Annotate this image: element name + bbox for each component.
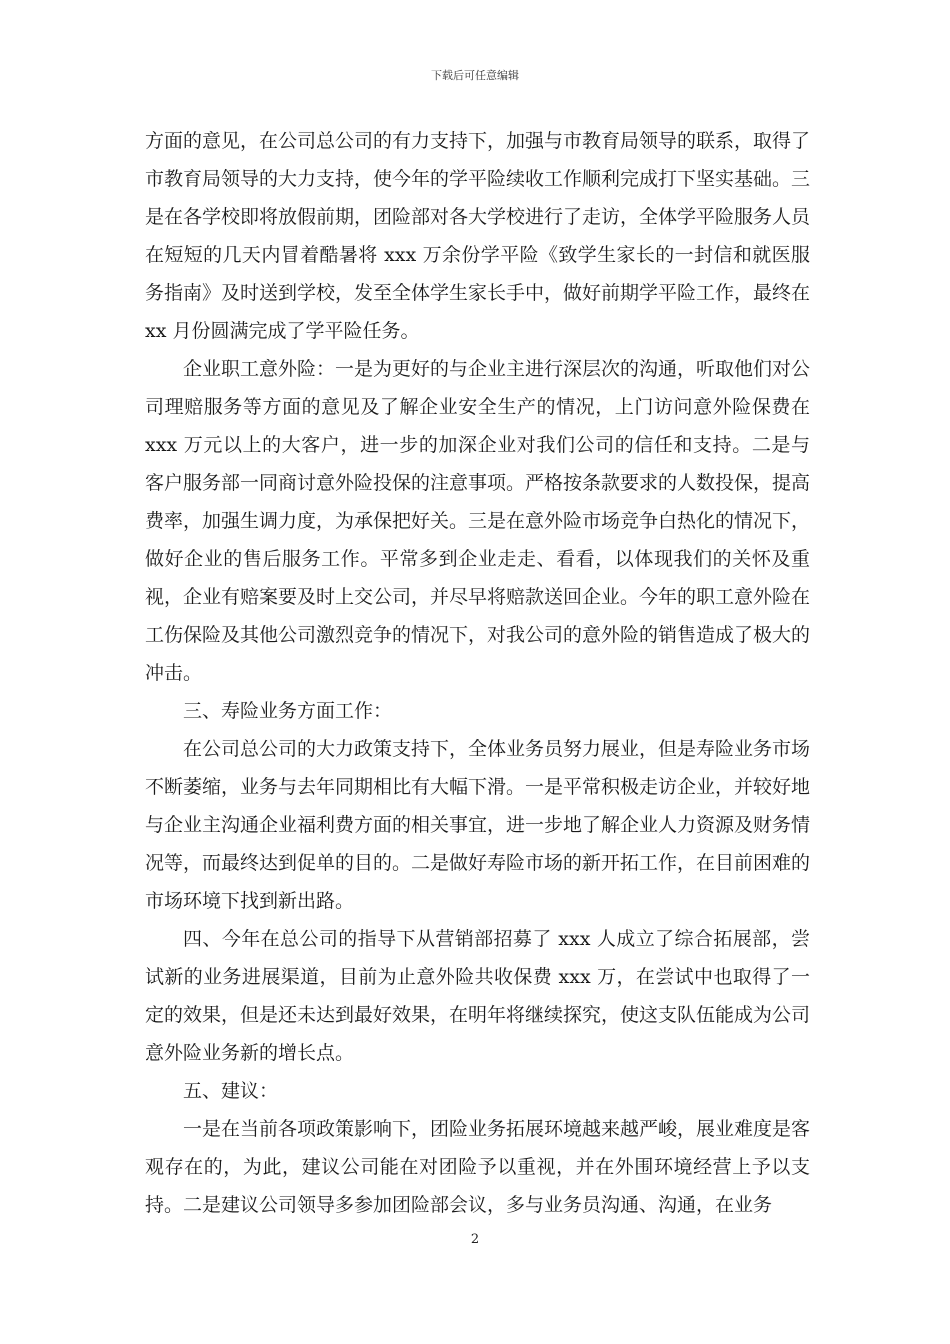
section-heading-life-insurance: 三、寿险业务方面工作： <box>183 700 393 722</box>
paragraph-life-insurance: 在公司总公司的大力政策支持下，全体业务员努力展业，但是寿险业务市场不断萎缩，业务与去年同期相比有大幅下滑。一是平常积极走访企业，并较好地与企业主沟通企业福利费方面的相关事宜，进一步地了解企业人力资源及财务情况等，而最终达到促单的目的。二是做好寿险市场的新开拓工作，在目前困难的市场环境下找到新出路。 <box>145 738 811 912</box>
paragraph-suggestions: 一是在当前各项政策影响下，团险业务拓展环境越来越严峻，展业难度是客观存在的，为此，建议公司能在对团险予以重视，并在外围环境经营上予以支持。二是建议公司领导多参加团险部会议，多与业务员沟通、沟通，在业务 <box>145 1118 811 1216</box>
paragraph-expansion-department: 四、今年在总公司的指导下从营销部招募了 xxx 人成立了综合拓展部，尝试新的业务进展渠道，目前为止意外险共收保费 xxx 万，在尝试中也取得了一定的效果，但是还未达到最好效果，在明年将继续探究，使这支队伍能成为公司意外险业务新的增长点。 <box>145 928 811 1064</box>
page-header: 下载后可任意编辑 <box>431 69 519 82</box>
paragraph-employee-accident-insurance: 企业职工意外险：一是为更好的与企业主进行深层次的沟通，听取他们对公司理赔服务等方面的意见及了解企业安全生产的情况，上门访问意外险保费在 xxx 万元以上的大客户，进一步的加深企业对我们公司的信任和支持。二是与客户服务部一同商讨意外险投保的注意事项。严格按条款要求的人数投保，提高费率，加强生调力度，为承保把好关。三是在意外险市场竞争白热化的情况下，做好企业的售后服务工作。平常多到企业走走、看看，以体现我们的关怀及重视，企业有赔案要及时上交公司，并尽早将赔款送回企业。今年的职工意外险在工伤保险及其他公司激烈竞争的情况下，对我公司的意外险的销售造成了极大的冲击。 <box>145 358 811 684</box>
page-number: 2 <box>470 1232 480 1247</box>
document-body <box>145 122 810 1224</box>
section-heading-suggestions: 五、建议： <box>183 1080 279 1102</box>
paragraph-student-insurance-continued: 方面的意见，在公司总公司的有力支持下，加强与市教育局领导的联系，取得了市教育局领导的大力支持，使今年的学平险续收工作顺利完成打下坚实基础。三是在各学校即将放假前期，团险部对各大学校进行了走访，全体学平险服务人员在短短的几天内冒着酷暑将 xxx 万余份学平险《致学生家长的一封信和就医服务指南》及时送到学校，发至全体学生家长手中，做好前期学平险工作，最终在 xx 月份圆满完成了学平险任务。 <box>145 130 811 342</box>
